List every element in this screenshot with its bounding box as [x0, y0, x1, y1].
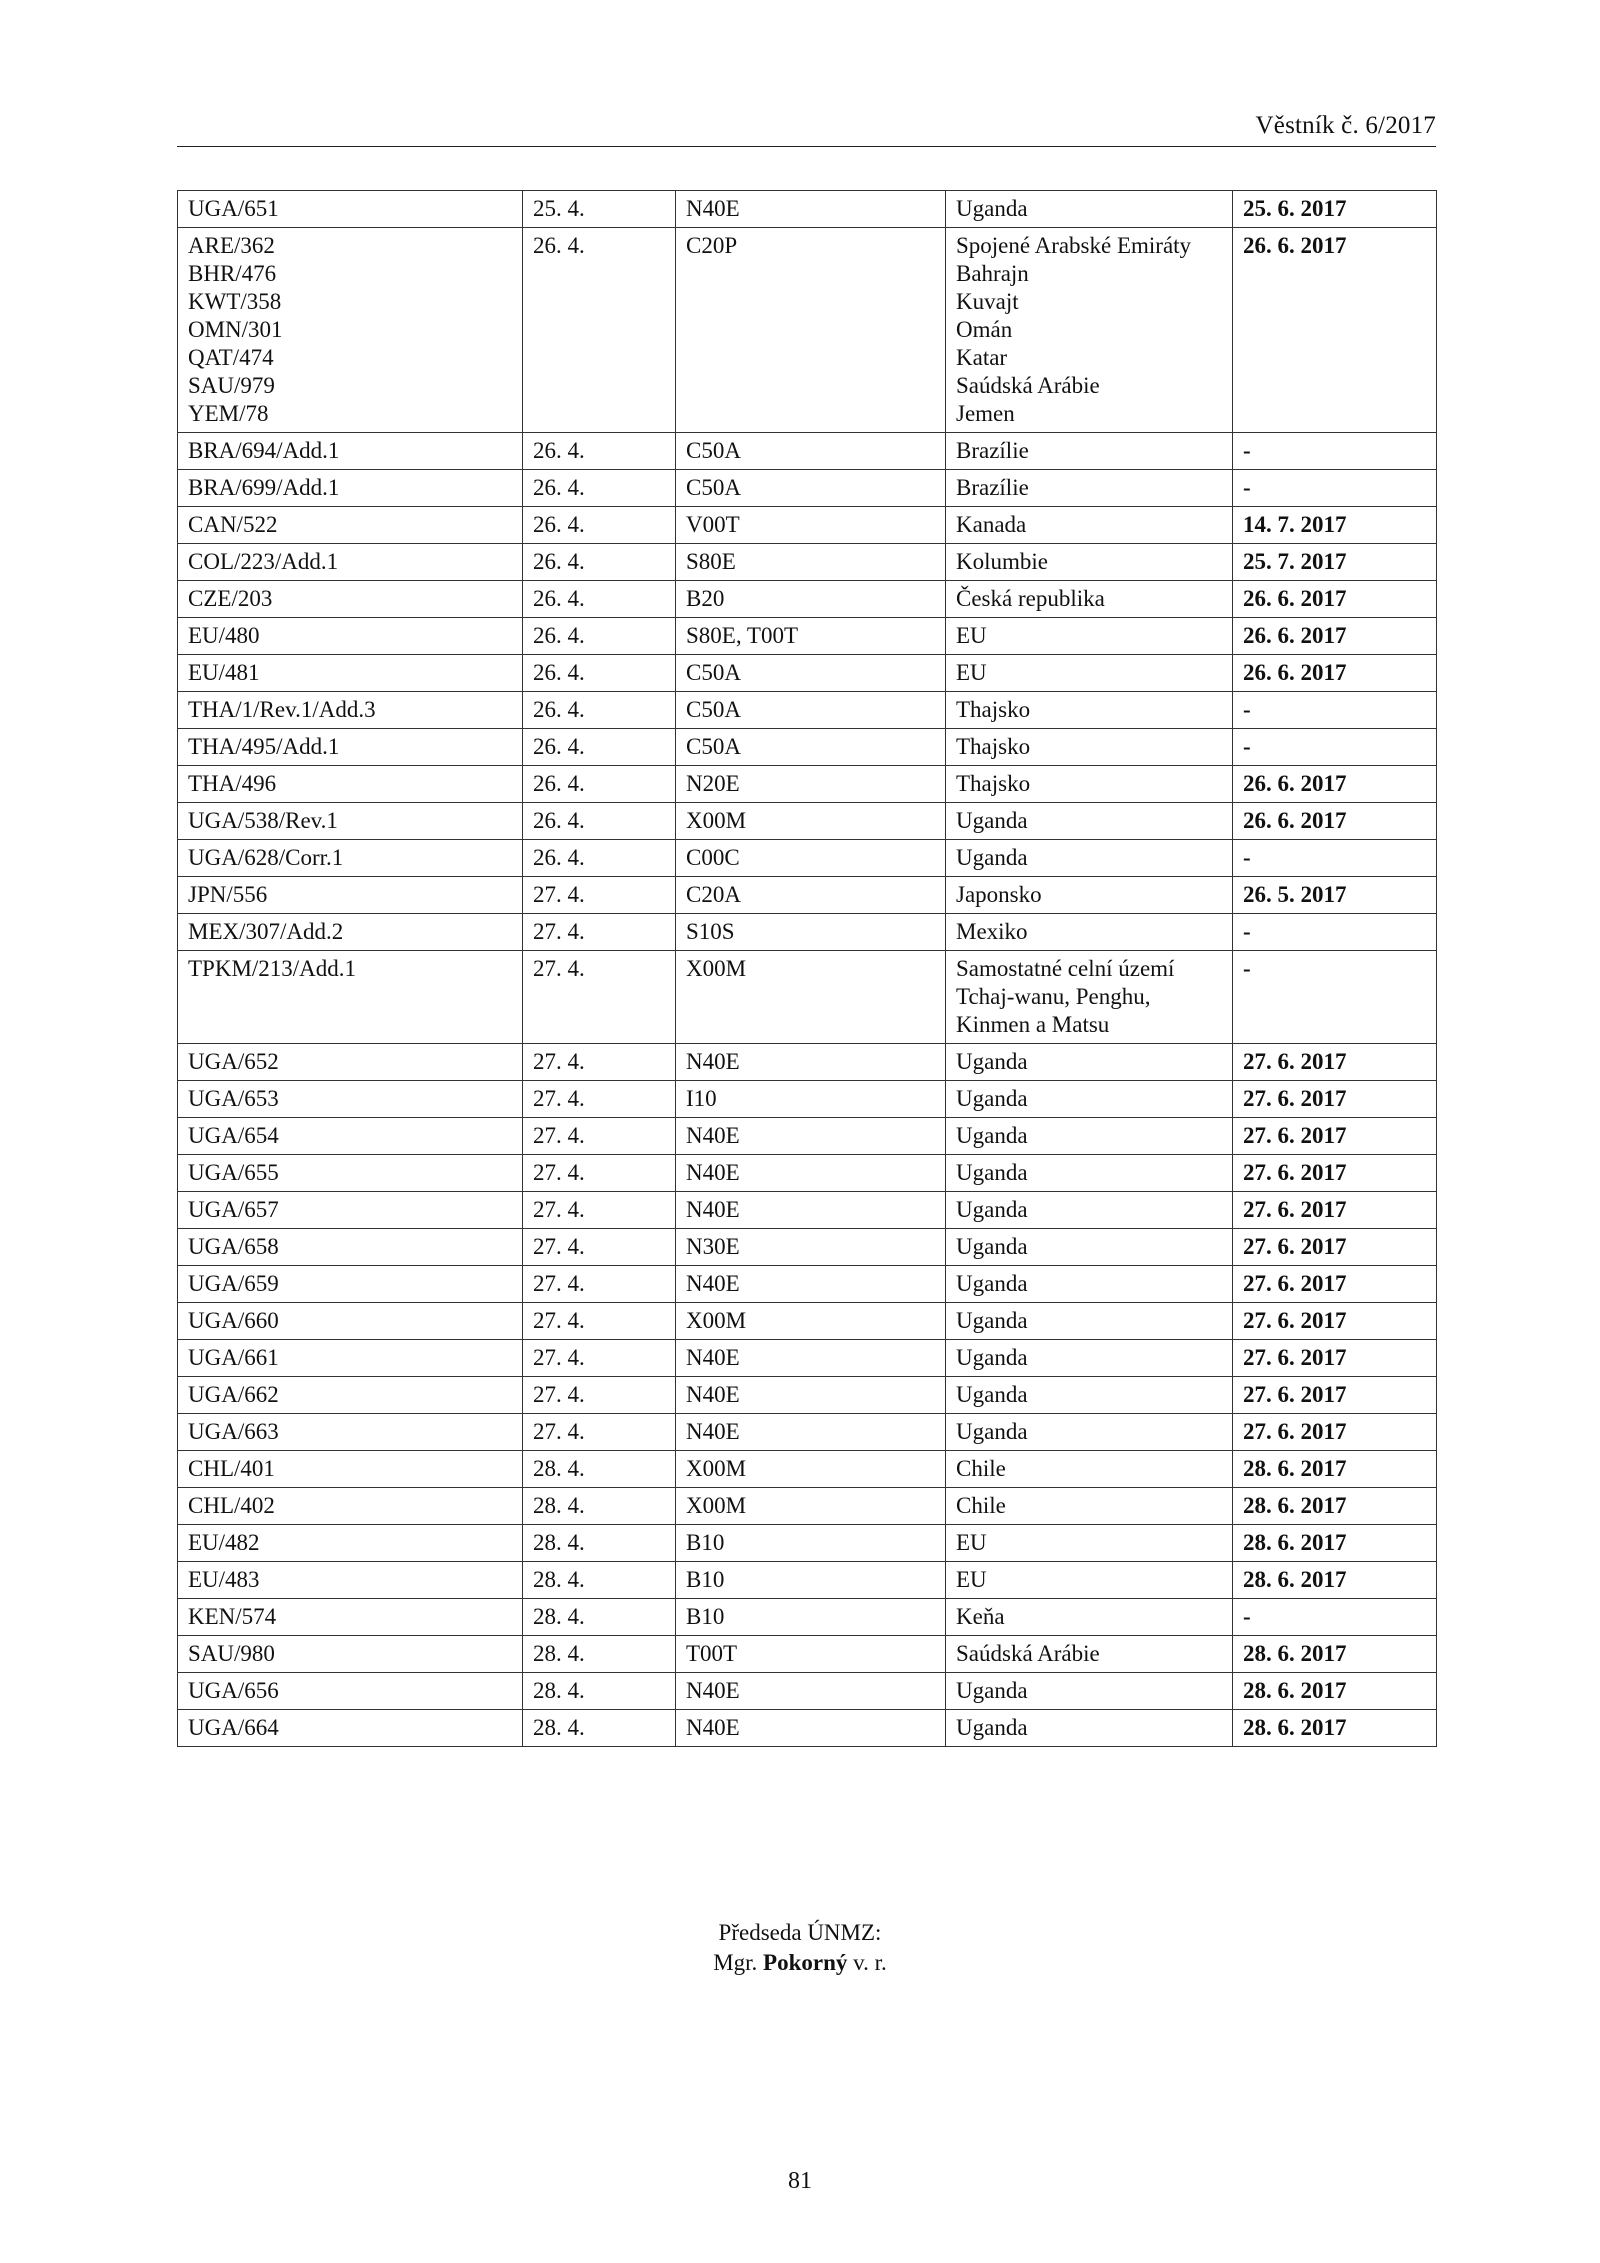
date-cell: 27. 4. — [523, 1118, 676, 1155]
code-cell: C50A — [676, 692, 946, 729]
country-cell: Thajsko — [946, 692, 1233, 729]
deadline-cell: 27. 6. 2017 — [1233, 1044, 1437, 1081]
bulletin-title: Věstník č. 6/2017 — [1255, 112, 1436, 139]
signature-line — [0, 1948, 1600, 1978]
document-cell: UGA/661 — [178, 1340, 523, 1377]
document-cell: CHL/402 — [178, 1488, 523, 1525]
date-cell: 27. 4. — [523, 914, 676, 951]
country-cell: Uganda — [946, 1340, 1233, 1377]
code-cell: C20P — [676, 228, 946, 433]
code-cell: V00T — [676, 507, 946, 544]
document-cell: CHL/401 — [178, 1451, 523, 1488]
country-cell: Brazílie — [946, 470, 1233, 507]
deadline-cell: 28. 6. 2017 — [1233, 1488, 1437, 1525]
date-cell: 26. 4. — [523, 618, 676, 655]
document-cell: UGA/662 — [178, 1377, 523, 1414]
deadline-cell: 27. 6. 2017 — [1233, 1414, 1437, 1451]
document-cell: UGA/654 — [178, 1118, 523, 1155]
table-row — [178, 1155, 1437, 1192]
code-cell: X00M — [676, 1488, 946, 1525]
deadline-cell: - — [1233, 840, 1437, 877]
table-row — [178, 877, 1437, 914]
deadline-cell: 27. 6. 2017 — [1233, 1081, 1437, 1118]
table-row — [178, 1044, 1437, 1081]
date-cell: 26. 4. — [523, 544, 676, 581]
code-cell: B10 — [676, 1599, 946, 1636]
deadline-cell: 26. 5. 2017 — [1233, 877, 1437, 914]
code-cell: X00M — [676, 951, 946, 1044]
date-cell: 25. 4. — [523, 191, 676, 228]
document-cell: MEX/307/Add.2 — [178, 914, 523, 951]
country-cell: Uganda — [946, 1229, 1233, 1266]
date-cell: 28. 4. — [523, 1488, 676, 1525]
date-cell: 27. 4. — [523, 1081, 676, 1118]
date-cell: 27. 4. — [523, 951, 676, 1044]
table-row — [178, 951, 1437, 1044]
code-cell: N40E — [676, 1118, 946, 1155]
table-row — [178, 803, 1437, 840]
document-cell: BRA/694/Add.1 — [178, 433, 523, 470]
deadline-cell: 28. 6. 2017 — [1233, 1636, 1437, 1673]
country-cell: Kanada — [946, 507, 1233, 544]
table-row — [178, 1377, 1437, 1414]
date-cell: 27. 4. — [523, 1192, 676, 1229]
table-row — [178, 1599, 1437, 1636]
deadline-cell: 27. 6. 2017 — [1233, 1155, 1437, 1192]
page-header — [177, 108, 1436, 147]
country-cell: Uganda — [946, 1266, 1233, 1303]
country-cell: Uganda — [946, 1081, 1233, 1118]
country-cell: Uganda — [946, 803, 1233, 840]
deadline-cell: 26. 6. 2017 — [1233, 655, 1437, 692]
document-cell: BRA/699/Add.1 — [178, 470, 523, 507]
date-cell: 26. 4. — [523, 507, 676, 544]
table-row — [178, 1340, 1437, 1377]
document-cell: TPKM/213/Add.1 — [178, 951, 523, 1044]
country-cell: Saúdská Arábie — [946, 1636, 1233, 1673]
code-cell: I10 — [676, 1081, 946, 1118]
document-cell: ARE/362 BHR/476 KWT/358 OMN/301 QAT/474 SAU/979 YEM/78 — [178, 228, 523, 433]
country-cell: Thajsko — [946, 766, 1233, 803]
document-cell: UGA/655 — [178, 1155, 523, 1192]
document-cell: SAU/980 — [178, 1636, 523, 1673]
date-cell: 27. 4. — [523, 1377, 676, 1414]
document-cell: UGA/664 — [178, 1710, 523, 1747]
code-cell: C00C — [676, 840, 946, 877]
code-cell: C20A — [676, 877, 946, 914]
table-row — [178, 191, 1437, 228]
document-cell: UGA/663 — [178, 1414, 523, 1451]
deadline-cell: 28. 6. 2017 — [1233, 1673, 1437, 1710]
document-cell: THA/1/Rev.1/Add.3 — [178, 692, 523, 729]
country-cell: Spojené Arabské Emiráty Bahrajn Kuvajt Omán Katar Saúdská Arábie Jemen — [946, 228, 1233, 433]
code-cell: S80E — [676, 544, 946, 581]
code-cell: N40E — [676, 191, 946, 228]
table-row — [178, 1673, 1437, 1710]
table-row — [178, 544, 1437, 581]
document-cell: JPN/556 — [178, 877, 523, 914]
deadline-cell: 27. 6. 2017 — [1233, 1229, 1437, 1266]
deadline-cell: - — [1233, 433, 1437, 470]
date-cell: 28. 4. — [523, 1525, 676, 1562]
table-row — [178, 1636, 1437, 1673]
code-cell: N40E — [676, 1710, 946, 1747]
table-row — [178, 1451, 1437, 1488]
notifications-table-body — [178, 191, 1437, 1747]
country-cell: Uganda — [946, 1118, 1233, 1155]
document-cell: UGA/651 — [178, 191, 523, 228]
code-cell: N30E — [676, 1229, 946, 1266]
table-row — [178, 692, 1437, 729]
deadline-cell: 25. 7. 2017 — [1233, 544, 1437, 581]
document-cell: UGA/653 — [178, 1081, 523, 1118]
country-cell: Uganda — [946, 1414, 1233, 1451]
country-cell: EU — [946, 1562, 1233, 1599]
deadline-cell: - — [1233, 951, 1437, 1044]
code-cell: X00M — [676, 803, 946, 840]
deadline-cell: 26. 6. 2017 — [1233, 766, 1437, 803]
page-number: 81 — [788, 2168, 812, 2194]
deadline-cell: 27. 6. 2017 — [1233, 1266, 1437, 1303]
document-cell: UGA/657 — [178, 1192, 523, 1229]
document-cell: KEN/574 — [178, 1599, 523, 1636]
code-cell: B10 — [676, 1562, 946, 1599]
document-cell: EU/482 — [178, 1525, 523, 1562]
document-cell: EU/483 — [178, 1562, 523, 1599]
table-row — [178, 433, 1437, 470]
code-cell: C50A — [676, 433, 946, 470]
document-cell: CZE/203 — [178, 581, 523, 618]
code-cell: C50A — [676, 655, 946, 692]
country-cell: Chile — [946, 1488, 1233, 1525]
document-cell: UGA/656 — [178, 1673, 523, 1710]
code-cell: N40E — [676, 1266, 946, 1303]
date-cell: 27. 4. — [523, 1303, 676, 1340]
table-row — [178, 470, 1437, 507]
code-cell: N40E — [676, 1192, 946, 1229]
table-row — [178, 618, 1437, 655]
deadline-cell: - — [1233, 692, 1437, 729]
table-row — [178, 1414, 1437, 1451]
table-row — [178, 1266, 1437, 1303]
deadline-cell: 27. 6. 2017 — [1233, 1377, 1437, 1414]
table-row — [178, 1118, 1437, 1155]
date-cell: 27. 4. — [523, 1044, 676, 1081]
country-cell: EU — [946, 655, 1233, 692]
deadline-cell: - — [1233, 914, 1437, 951]
document-cell: UGA/652 — [178, 1044, 523, 1081]
deadline-cell: 27. 6. 2017 — [1233, 1340, 1437, 1377]
date-cell: 26. 4. — [523, 803, 676, 840]
date-cell: 26. 4. — [523, 692, 676, 729]
date-cell: 28. 4. — [523, 1710, 676, 1747]
table-row — [178, 914, 1437, 951]
date-cell: 28. 4. — [523, 1599, 676, 1636]
code-cell: N40E — [676, 1155, 946, 1192]
table-row — [178, 1525, 1437, 1562]
country-cell: Brazílie — [946, 433, 1233, 470]
deadline-cell: 26. 6. 2017 — [1233, 581, 1437, 618]
date-cell: 26. 4. — [523, 840, 676, 877]
deadline-cell: 26. 6. 2017 — [1233, 228, 1437, 433]
code-cell: S10S — [676, 914, 946, 951]
document-cell: UGA/659 — [178, 1266, 523, 1303]
deadline-cell: 28. 6. 2017 — [1233, 1710, 1437, 1747]
table-row — [178, 840, 1437, 877]
date-cell: 27. 4. — [523, 1266, 676, 1303]
table-row — [178, 1562, 1437, 1599]
document-cell: EU/480 — [178, 618, 523, 655]
document-cell: UGA/660 — [178, 1303, 523, 1340]
table-row — [178, 581, 1437, 618]
code-cell: T00T — [676, 1636, 946, 1673]
deadline-cell: 27. 6. 2017 — [1233, 1118, 1437, 1155]
date-cell: 28. 4. — [523, 1673, 676, 1710]
signature-title: Mgr. — [713, 1950, 758, 1975]
table-row — [178, 1303, 1437, 1340]
table-row — [178, 766, 1437, 803]
date-cell: 28. 4. — [523, 1451, 676, 1488]
document-cell: THA/495/Add.1 — [178, 729, 523, 766]
code-cell: B10 — [676, 1525, 946, 1562]
code-cell: C50A — [676, 729, 946, 766]
country-cell: Mexiko — [946, 914, 1233, 951]
table-row — [178, 1710, 1437, 1747]
table-row — [178, 1081, 1437, 1118]
date-cell: 26. 4. — [523, 766, 676, 803]
date-cell: 27. 4. — [523, 877, 676, 914]
country-cell: Uganda — [946, 1192, 1233, 1229]
document-cell: COL/223/Add.1 — [178, 544, 523, 581]
code-cell: B20 — [676, 581, 946, 618]
country-cell: Samostatné celní území Tchaj-wanu, Penghu, Kinmen a Matsu — [946, 951, 1233, 1044]
country-cell: Česká republika — [946, 581, 1233, 618]
code-cell: N40E — [676, 1377, 946, 1414]
notifications-table — [177, 190, 1437, 1747]
country-cell: EU — [946, 618, 1233, 655]
code-cell: C50A — [676, 470, 946, 507]
date-cell: 28. 4. — [523, 1636, 676, 1673]
deadline-cell: 28. 6. 2017 — [1233, 1525, 1437, 1562]
country-cell: Uganda — [946, 1673, 1233, 1710]
document-cell: UGA/628/Corr.1 — [178, 840, 523, 877]
date-cell: 26. 4. — [523, 228, 676, 433]
country-cell: EU — [946, 1525, 1233, 1562]
deadline-cell: 27. 6. 2017 — [1233, 1192, 1437, 1229]
date-cell: 27. 4. — [523, 1155, 676, 1192]
country-cell: Kolumbie — [946, 544, 1233, 581]
country-cell: Uganda — [946, 1303, 1233, 1340]
signature-block — [0, 1918, 1600, 1978]
deadline-cell: 28. 6. 2017 — [1233, 1451, 1437, 1488]
table-row — [178, 228, 1437, 433]
country-cell: Chile — [946, 1451, 1233, 1488]
code-cell: X00M — [676, 1303, 946, 1340]
code-cell: N20E — [676, 766, 946, 803]
country-cell: Uganda — [946, 840, 1233, 877]
date-cell: 26. 4. — [523, 655, 676, 692]
table-row — [178, 1192, 1437, 1229]
deadline-cell: - — [1233, 729, 1437, 766]
country-cell: Keňa — [946, 1599, 1233, 1636]
table-row — [178, 1229, 1437, 1266]
code-cell: N40E — [676, 1340, 946, 1377]
signature-role: Předseda ÚNMZ: — [718, 1920, 882, 1945]
deadline-cell: 26. 6. 2017 — [1233, 803, 1437, 840]
deadline-cell: - — [1233, 1599, 1437, 1636]
date-cell: 27. 4. — [523, 1414, 676, 1451]
code-cell: N40E — [676, 1414, 946, 1451]
date-cell: 26. 4. — [523, 470, 676, 507]
date-cell: 26. 4. — [523, 433, 676, 470]
table-row — [178, 655, 1437, 692]
deadline-cell: 27. 6. 2017 — [1233, 1303, 1437, 1340]
country-cell: Uganda — [946, 1155, 1233, 1192]
deadline-cell: 28. 6. 2017 — [1233, 1562, 1437, 1599]
date-cell: 28. 4. — [523, 1562, 676, 1599]
date-cell: 27. 4. — [523, 1340, 676, 1377]
table-row — [178, 507, 1437, 544]
signature-suffix: v. r. — [853, 1950, 887, 1975]
deadline-cell: 14. 7. 2017 — [1233, 507, 1437, 544]
country-cell: Uganda — [946, 1044, 1233, 1081]
date-cell: 27. 4. — [523, 1229, 676, 1266]
signature-name: Pokorný — [763, 1950, 848, 1975]
country-cell: Uganda — [946, 1377, 1233, 1414]
table-row — [178, 1488, 1437, 1525]
code-cell: S80E, T00T — [676, 618, 946, 655]
deadline-cell: - — [1233, 470, 1437, 507]
deadline-cell: 25. 6. 2017 — [1233, 191, 1437, 228]
code-cell: N40E — [676, 1673, 946, 1710]
deadline-cell: 26. 6. 2017 — [1233, 618, 1437, 655]
document-cell: CAN/522 — [178, 507, 523, 544]
country-cell: Uganda — [946, 1710, 1233, 1747]
country-cell: Thajsko — [946, 729, 1233, 766]
table-row — [178, 729, 1437, 766]
date-cell: 26. 4. — [523, 729, 676, 766]
country-cell: Uganda — [946, 191, 1233, 228]
code-cell: X00M — [676, 1451, 946, 1488]
document-cell: THA/496 — [178, 766, 523, 803]
document-cell: UGA/658 — [178, 1229, 523, 1266]
document-cell: UGA/538/Rev.1 — [178, 803, 523, 840]
code-cell: N40E — [676, 1044, 946, 1081]
date-cell: 26. 4. — [523, 581, 676, 618]
document-cell: EU/481 — [178, 655, 523, 692]
country-cell: Japonsko — [946, 877, 1233, 914]
